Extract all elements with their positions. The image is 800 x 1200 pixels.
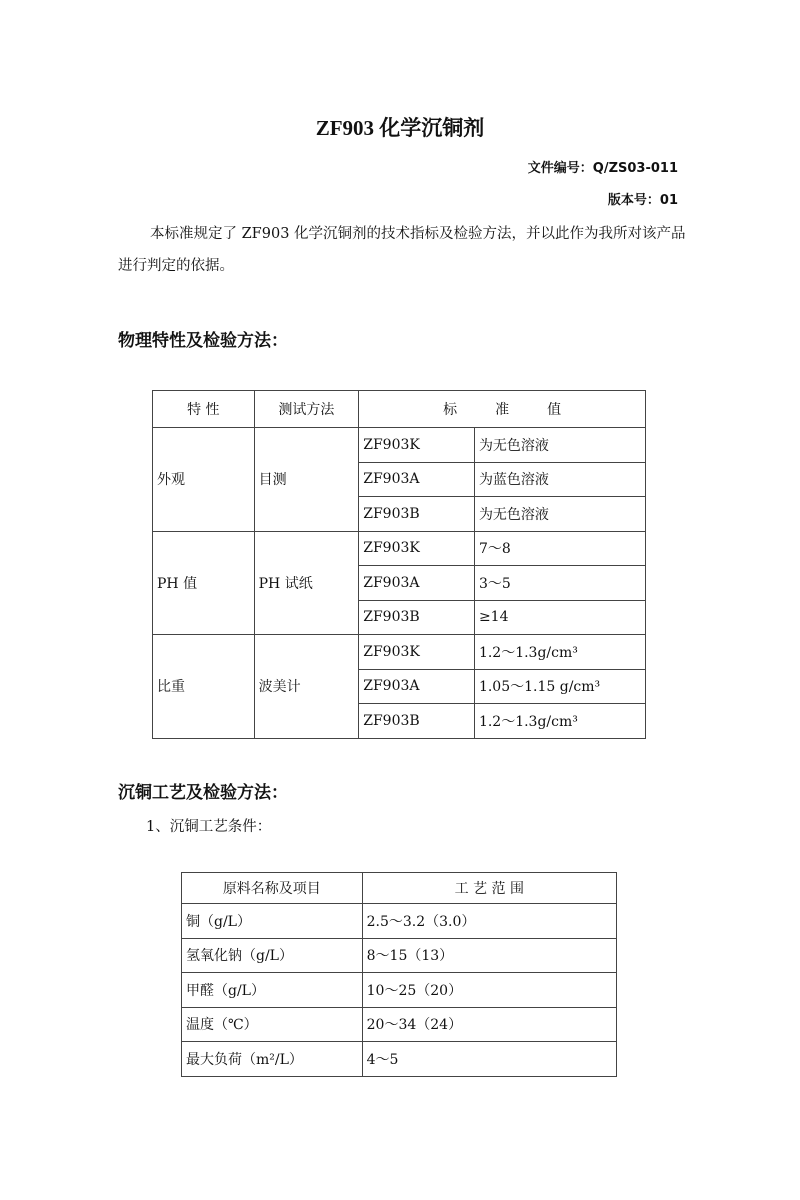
value-cell: 7～8 <box>474 531 645 566</box>
process-section-heading: 沉铜工艺及检验方法： <box>118 783 288 803</box>
range-cell: 8～15（13） <box>362 938 616 973</box>
value-cell: 为无色溶液 <box>474 497 645 532</box>
physical-section-heading: 物理特性及检验方法： <box>118 331 288 351</box>
document-title: ZF903 化学沉铜剂 <box>315 116 485 140</box>
process-subheading: 1、沉铜工艺条件： <box>146 819 272 835</box>
model-cell: ZF903A <box>359 462 475 497</box>
value-cell: 3～5 <box>474 566 645 601</box>
range-cell: 4～5 <box>362 1042 616 1077</box>
header-standard-char-1: 标 <box>443 402 458 418</box>
property-cell: 外观 <box>153 428 255 532</box>
item-cell: 铜（g/L） <box>182 904 363 939</box>
document-number: 文件编号：Q/ZS03-011 <box>527 161 678 176</box>
table-row <box>153 635 646 670</box>
item-cell: 甲醛（g/L） <box>182 973 363 1008</box>
intro-paragraph: 本标准规定了 ZF903 化学沉铜剂的技术指标及检验方法，并以此作为我所对该产品进行判定的依据。 <box>118 226 686 274</box>
header-standard-char-3: 值 <box>547 402 562 418</box>
document-version: 版本号：01 <box>607 193 678 208</box>
process-conditions-table <box>181 872 617 1077</box>
value-cell: 1.2～1.3g/cm³ <box>474 635 645 670</box>
property-cell: 比重 <box>153 635 255 739</box>
range-cell: 2.5～3.2（3.0） <box>362 904 616 939</box>
range-cell: 20～34（24） <box>362 1007 616 1042</box>
table-row <box>182 1042 617 1077</box>
table-row <box>182 938 617 973</box>
header-standard-char-2: 准 <box>495 402 510 418</box>
value-cell: 1.05～1.15 g/cm³ <box>474 669 645 704</box>
model-cell: ZF903K <box>359 531 475 566</box>
model-cell: ZF903K <box>359 428 475 463</box>
header-property: 特 性 <box>153 391 255 428</box>
model-cell: ZF903B <box>359 704 475 739</box>
model-cell: ZF903B <box>359 600 475 635</box>
value-cell: 为蓝色溶液 <box>474 462 645 497</box>
model-cell: ZF903A <box>359 566 475 601</box>
table-header-row <box>153 391 646 428</box>
table-header-row <box>182 873 617 904</box>
property-cell: PH 值 <box>153 531 255 635</box>
model-cell: ZF903A <box>359 669 475 704</box>
table-row <box>153 531 646 566</box>
table-row <box>182 1007 617 1042</box>
table-row <box>182 973 617 1008</box>
model-cell: ZF903K <box>359 635 475 670</box>
model-cell: ZF903B <box>359 497 475 532</box>
physical-properties-table <box>152 390 646 739</box>
method-cell: 波美计 <box>254 635 359 739</box>
table-row <box>182 904 617 939</box>
range-cell: 10～25（20） <box>362 973 616 1008</box>
method-cell: 目测 <box>254 428 359 532</box>
item-cell: 氢氧化钠（g/L） <box>182 938 363 973</box>
header-standard-value <box>359 391 646 428</box>
item-cell: 最大负荷（m²/L） <box>182 1042 363 1077</box>
value-cell: 为无色溶液 <box>474 428 645 463</box>
item-cell: 温度（℃） <box>182 1007 363 1042</box>
method-cell: PH 试纸 <box>254 531 359 635</box>
value-cell: 1.2～1.3g/cm³ <box>474 704 645 739</box>
header-range: 工 艺 范 围 <box>362 873 616 904</box>
table-row <box>153 428 646 463</box>
value-cell: ≥14 <box>474 600 645 635</box>
header-method: 测试方法 <box>254 391 359 428</box>
header-item: 原料名称及项目 <box>182 873 363 904</box>
